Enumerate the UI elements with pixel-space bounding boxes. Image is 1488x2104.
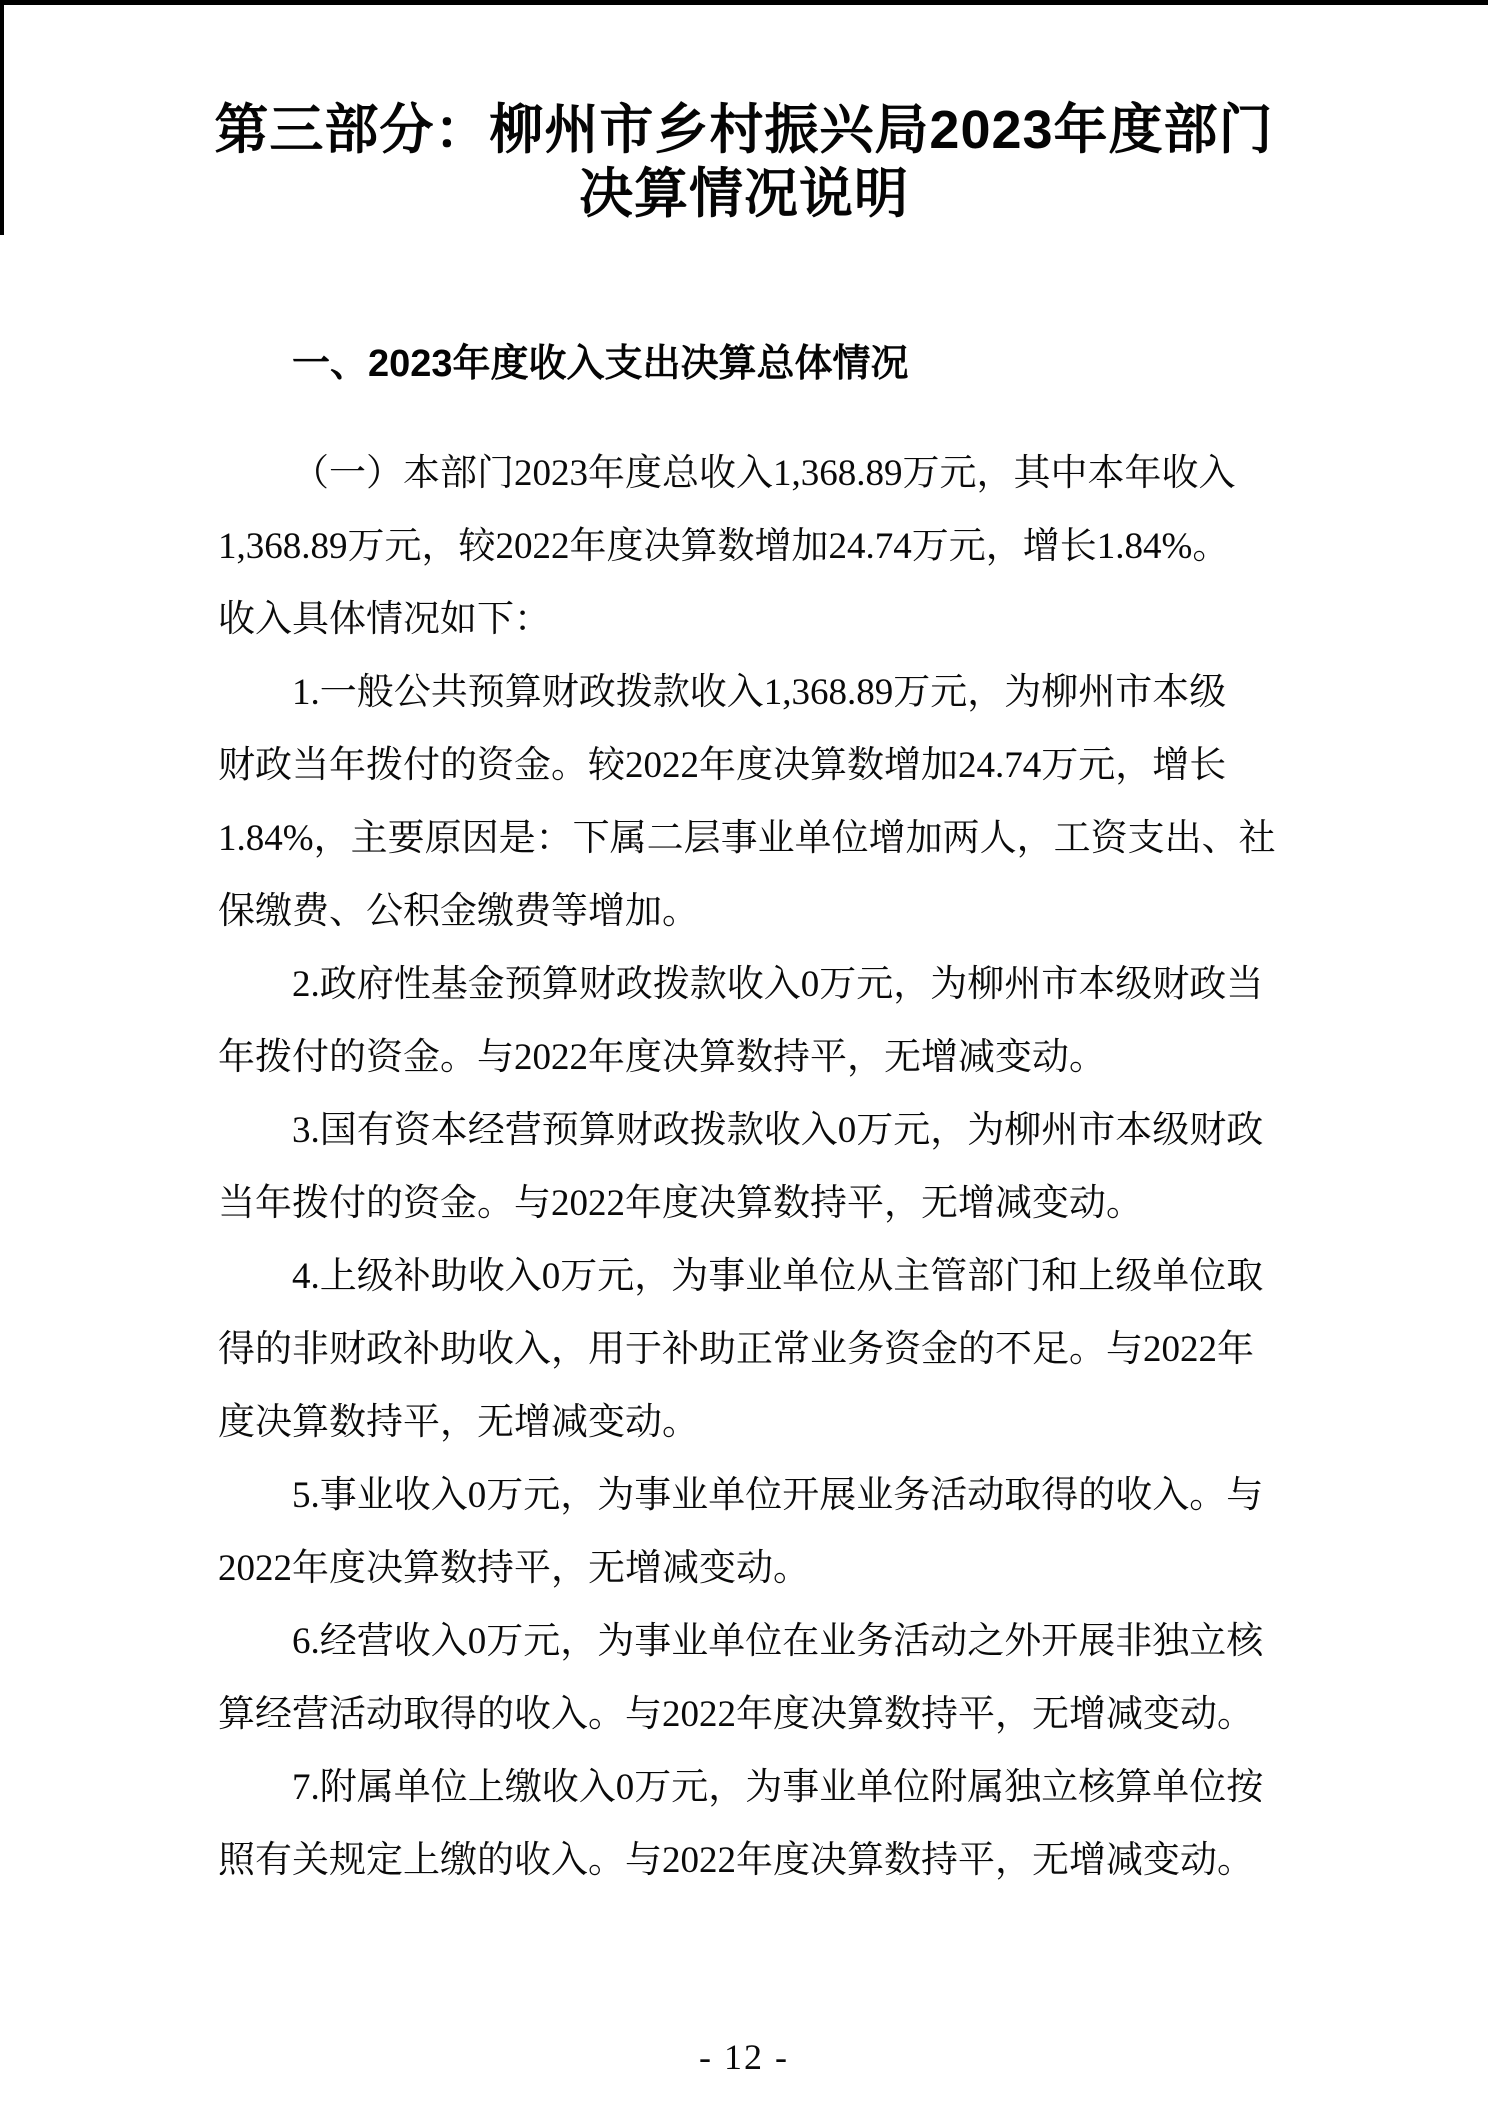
body-line: 2022年度决算数持平，无增减变动。 (218, 1548, 810, 1589)
body-line: 当年拨付的资金。与2022年度决算数持平，无增减变动。 (218, 1183, 1143, 1224)
body-line: 3.国有资本经营预算财政拨款收入0万元，为柳州市本级财政 (292, 1110, 1264, 1151)
document-title-line-1: 第三部分：柳州市乡村振兴局2023年度部门 (214, 100, 1274, 160)
document-title-line-2: 决算情况说明 (579, 164, 909, 224)
body-line: 4.上级补助收入0万元，为事业单位从主管部门和上级单位取 (292, 1256, 1264, 1297)
document-title (0, 98, 1488, 226)
body-line: 1.一般公共预算财政拨款收入1,368.89万元，为柳州市本级 (292, 672, 1227, 713)
body-line: （一）本部门2023年度总收入1,368.89万元，其中本年收入 (292, 453, 1236, 494)
section-heading: 一、2023年度收入支出决算总体情况 (292, 343, 909, 385)
body-line: 5.事业收入0万元，为事业单位开展业务活动取得的收入。与 (292, 1475, 1264, 1516)
body-line: 1.84%，主要原因是：下属二层事业单位增加两人，工资支出、社 (218, 818, 1276, 859)
body-text (218, 437, 1328, 1897)
body-line: 财政当年拨付的资金。较2022年度决算数增加24.74万元，增长 (218, 745, 1227, 786)
body-line: 2.政府性基金预算财政拨款收入0万元，为柳州市本级财政当 (292, 964, 1264, 1005)
scan-artifact-top-bar (0, 0, 1488, 5)
body-line: 7.附属单位上缴收入0万元，为事业单位附属独立核算单位按 (292, 1767, 1264, 1808)
body-line: 1,368.89万元，较2022年度决算数增加24.74万元，增长1.84%。 (218, 526, 1230, 567)
body-line: 照有关规定上缴的收入。与2022年度决算数持平，无增减变动。 (218, 1840, 1254, 1881)
body-line: 6.经营收入0万元，为事业单位在业务活动之外开展非独立核 (292, 1621, 1264, 1662)
body-line: 收入具体情况如下： (218, 599, 551, 640)
body-line: 算经营活动取得的收入。与2022年度决算数持平，无增减变动。 (218, 1694, 1254, 1735)
body-line: 保缴费、公积金缴费等增加。 (218, 891, 699, 932)
body-line: 得的非财政补助收入，用于补助正常业务资金的不足。与2022年 (218, 1329, 1254, 1370)
page-number: - 12 - (699, 2037, 789, 2077)
body-line: 度决算数持平，无增减变动。 (218, 1402, 699, 1443)
body-line: 年拨付的资金。与2022年度决算数持平，无增减变动。 (218, 1037, 1106, 1078)
